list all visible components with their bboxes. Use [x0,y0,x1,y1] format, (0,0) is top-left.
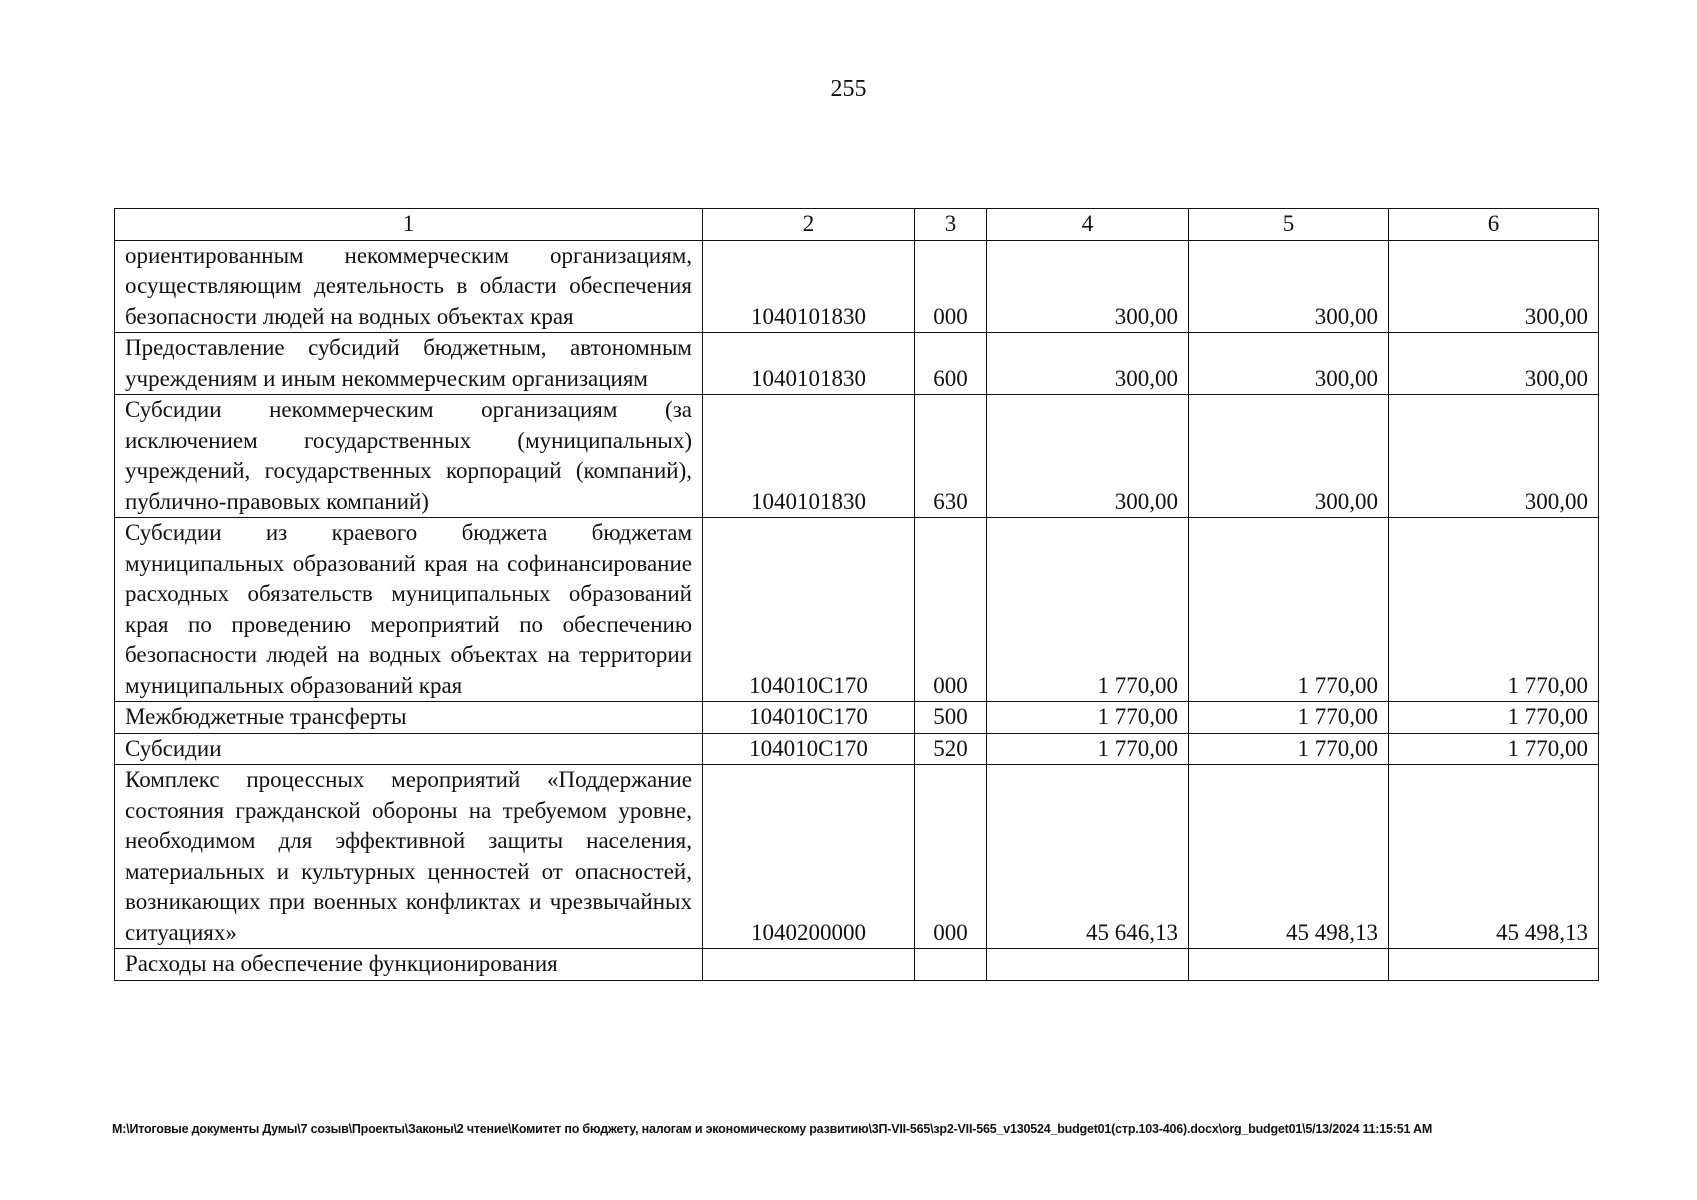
row-value-col5: 45 498,13 [1189,765,1389,949]
table-row [115,518,1599,702]
row-value-col5: 300,00 [1189,333,1389,395]
row-name: Комплекс процессных мероприятий «Поддержание состояния гражданской обороны на требуемом уровне, необходимом для эффективной защиты населения, материальных и культурных ценностей от опасностей, возникающих при военных конфликтах и чрезвычайных ситуациях» [115,765,703,949]
row-value-col4 [987,949,1189,981]
row-expense-kind: 520 [915,733,987,765]
row-target-code: 1040101830 [703,240,915,333]
column-header: 1 [115,209,703,241]
row-target-code [703,949,915,981]
table-row [115,949,1599,981]
row-target-code: 1040101830 [703,333,915,395]
row-value-col6: 1 770,00 [1389,733,1599,765]
row-expense-kind: 600 [915,333,987,395]
page-number: 255 [830,76,867,102]
row-value-col5: 1 770,00 [1189,733,1389,765]
column-header: 5 [1189,209,1389,241]
row-value-col4: 300,00 [987,333,1189,395]
row-value-col6 [1389,949,1599,981]
row-target-code: 1040200000 [703,765,915,949]
table-row [115,395,1599,518]
row-value-col4: 1 770,00 [987,702,1189,734]
row-expense-kind: 000 [915,765,987,949]
column-header: 6 [1389,209,1599,241]
row-target-code: 104010С170 [703,702,915,734]
row-target-code: 104010С170 [703,733,915,765]
document-file-path: M:\Итоговые документы Думы\7 созыв\Проекты\Законы\2 чтение\Комитет по бюджету, налогам и экономическому развитию\3П-VII-565\зр2-VII-565_v130524_budget01(стр.103-406).docx\org_budget01\5/13/2024 11:15:51 AM [112,1122,1433,1136]
row-value-col5: 1 770,00 [1189,702,1389,734]
column-header: 3 [915,209,987,241]
row-value-col4: 1 770,00 [987,733,1189,765]
table-row [115,733,1599,765]
row-name: Субсидии [115,733,703,765]
row-value-col6: 1 770,00 [1389,702,1599,734]
row-value-col5 [1189,949,1389,981]
row-value-col4: 300,00 [987,395,1189,518]
row-value-col6: 1 770,00 [1389,518,1599,702]
row-expense-kind: 630 [915,395,987,518]
row-value-col6: 300,00 [1389,333,1599,395]
row-value-col5: 300,00 [1189,240,1389,333]
row-value-col6: 300,00 [1389,395,1599,518]
row-name: Межбюджетные трансферты [115,702,703,734]
table-row [115,333,1599,395]
row-expense-kind: 000 [915,240,987,333]
row-expense-kind: 500 [915,702,987,734]
row-target-code: 104010С170 [703,518,915,702]
row-value-col6: 300,00 [1389,240,1599,333]
row-name: Субсидии некоммерческим организациям (за исключением государственных (муниципальных) учреждений, государственных корпораций (компаний), публично-правовых компаний) [115,395,703,518]
row-value-col5: 300,00 [1189,395,1389,518]
table-row [115,765,1599,949]
row-name: ориентированным некоммерческим организациям, осуществляющим деятельность в области обеспечения безопасности людей на водных объектах края [115,240,703,333]
row-value-col6: 45 498,13 [1389,765,1599,949]
table-row [115,702,1599,734]
column-header: 4 [987,209,1189,241]
row-target-code: 1040101830 [703,395,915,518]
row-expense-kind: 000 [915,518,987,702]
row-name: Расходы на обеспечение функционирования [115,949,703,981]
row-value-col4: 300,00 [987,240,1189,333]
row-expense-kind [915,949,987,981]
row-name: Субсидии из краевого бюджета бюджетам муниципальных образований края на софинансирование расходных обязательств муниципальных образований края по проведению мероприятий по обеспечению безопасности людей на водных объектах на территории муниципальных образований края [115,518,703,702]
row-value-col5: 1 770,00 [1189,518,1389,702]
column-header: 2 [703,209,915,241]
row-value-col4: 1 770,00 [987,518,1189,702]
table-row [115,240,1599,333]
table-header-row [115,209,1599,241]
budget-table [114,208,1599,981]
row-name: Предоставление субсидий бюджетным, автономным учреждениям и иным некоммерческим организациям [115,333,703,395]
row-value-col4: 45 646,13 [987,765,1189,949]
